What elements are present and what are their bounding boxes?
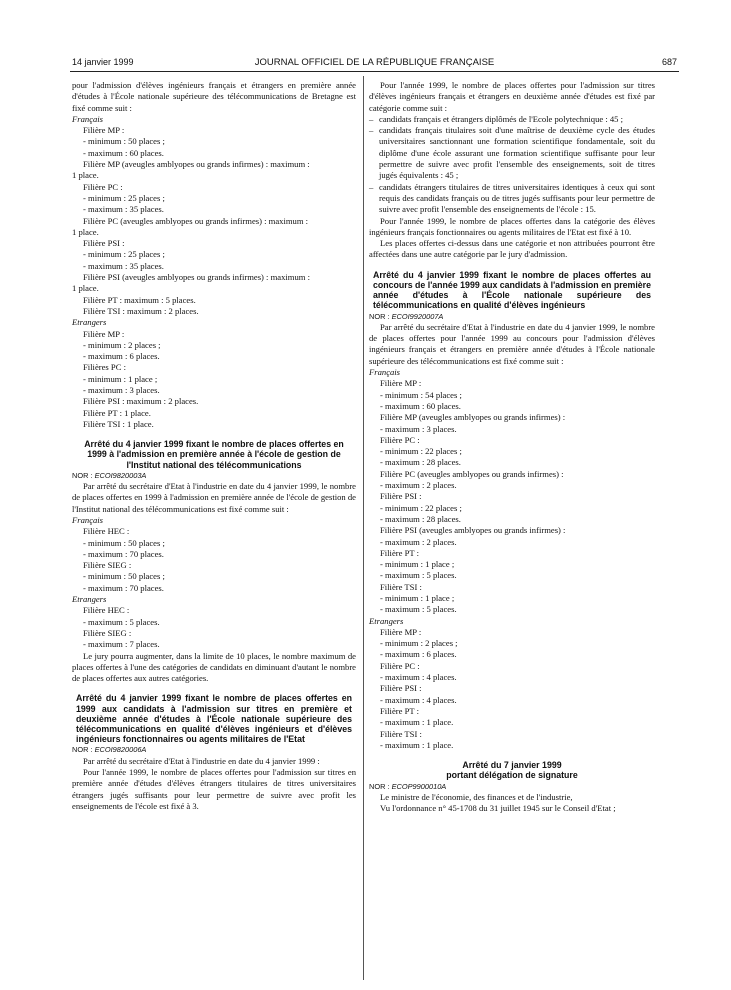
quota-line: - minimum : 50 places ; — [83, 537, 165, 548]
decree-subtitle: portant délégation de signature — [446, 770, 578, 781]
quota-line: - maximum : 70 places. — [83, 548, 164, 559]
decree-title: Arrêté du 4 janvier 1999 fixant le nombre de places offertes en 1999 à l'admission en première année à l'école de gestion de l'Institut national des télécommunications — [84, 439, 344, 470]
list-item: – candidats étrangers titulaires de titres universitaires identiques à ceux qui sont requis des candidats français ou de titres jugés suffisants pour leur permettre de suivre avec profit l'ensemble des enseignements de l'école : 15. — [369, 182, 655, 216]
quota-list-etrangers — [72, 329, 356, 431]
paragraph: Pour l'année 1999, le nombre de places offertes pour l'admission sur titres d'élèves ingénieurs français et étrangers en deuxième année d'études est fixé par catégorie comme suit : — [369, 80, 655, 113]
quota-line: - maximum : 1 place. — [380, 717, 454, 728]
quota-line: - minimum : 25 places ; — [83, 249, 165, 260]
quota-line: - maximum : 70 places. — [83, 582, 164, 593]
paragraph: Vu l'ordonnance n° 45-1708 du 31 juillet 1945 sur le Conseil d'Etat ; — [380, 803, 616, 814]
nor-reference: NOR : ECOI9820003A — [72, 470, 147, 480]
nor-code: ECOI9920007A — [391, 311, 444, 321]
quota-line: Filière PSI (aveugles amblyopes ou grands infirmes) : — [380, 525, 566, 536]
decree-title: Arrêté du 4 janvier 1999 fixant le nombre de places offertes au concours de l'année 1999 aux candidats à l'admission en première année d'études à l'École nationale supérieure des télécommunications en qualité d'élèves ingénieurs — [373, 269, 651, 311]
quota-line: Filière SIEG : — [83, 560, 132, 571]
quota-line: Filière SIEG : — [83, 627, 132, 638]
quota-line: - minimum : 22 places ; — [380, 446, 462, 457]
quota-line: Filière PC : — [83, 181, 123, 192]
quota-line: Filière PSI (aveugles amblyopes ou grands infirmes) : maximum : — [83, 272, 310, 283]
quota-line: - maximum : 35 places. — [83, 260, 164, 271]
decree-title: Arrêté du 4 janvier 1999 fixant le nombre de places offertes en 1999 aux candidats à l'admission sur titres en première et deuxième année d'études à l'École nationale supérieure des télécommunications en qualité d'élèves ingénieurs et d'élèves ingénieurs fonctionnaires ou agents militaires de l'Etat — [76, 693, 352, 745]
section-heading-francais: Français — [369, 367, 401, 378]
quota-list-etrangers — [369, 627, 655, 751]
quota-line: Filière PSI : — [83, 238, 125, 249]
quota-line: - maximum : 6 places. — [83, 351, 160, 362]
quota-line: Filière TSI : — [380, 581, 422, 592]
quota-line: Filière TSI : maximum : 2 places. — [83, 305, 199, 316]
quota-line: - minimum : 1 place ; — [380, 592, 455, 603]
quota-line: - maximum : 28 places. — [380, 457, 461, 468]
page-number: 687 — [661, 57, 677, 67]
section-heading-etrangers: Etrangers — [72, 317, 107, 328]
quota-line: Filière PC (aveugles amblyopes ou grands infirmes) : maximum : — [83, 215, 309, 226]
section-heading-francais: Français — [72, 515, 104, 525]
quota-line: - maximum : 7 places. — [83, 639, 160, 650]
paragraph: Pour l'année 1999, le nombre de places offertes dans la catégorie des élèves ingénieurs français fonctionnaires ou agents militaires de l'Etat est fixé à 10. — [369, 215, 655, 237]
paragraph: pour l'admission d'élèves ingénieurs français et étrangers en première année d'études à l'École nationale supérieure des télécommunications de Bretagne est fixé comme suit : — [72, 80, 356, 113]
quota-line: - minimum : 50 places ; — [83, 571, 165, 582]
nor-reference: NOR : ECOP9900010A — [369, 781, 447, 791]
quota-line: - maximum : 1 place. — [380, 739, 454, 750]
quota-line: 1 place. — [72, 226, 99, 237]
quota-line: Filière HEC : — [83, 605, 130, 616]
quota-list-francais — [369, 378, 655, 615]
quota-list-francais — [72, 125, 356, 317]
quota-line: Filière PT : — [380, 705, 419, 716]
nor-reference: NOR : ECOI9920007A — [369, 311, 444, 321]
quota-list-francais — [72, 526, 356, 594]
quota-line: - minimum : 1 place ; — [380, 559, 455, 570]
quota-line: - maximum : 28 places. — [380, 513, 461, 524]
right-column — [369, 80, 655, 814]
quota-line: - maximum : 5 places. — [380, 604, 457, 615]
quota-line: Filière PT : maximum : 5 places. — [83, 294, 196, 305]
quota-line: - maximum : 3 places. — [83, 385, 160, 396]
quota-line: Filière PC : — [380, 434, 420, 445]
quota-line: Filière PT : 1 place. — [83, 407, 151, 418]
quota-line: Filières PC : — [83, 362, 126, 373]
section-heading-etrangers: Etrangers — [72, 594, 107, 605]
header-rule — [70, 71, 679, 72]
quota-line: 1 place. — [72, 283, 99, 294]
quota-line: - maximum : 2 places. — [380, 536, 457, 547]
quota-line: Filière PC : — [380, 660, 420, 671]
quota-line: - minimum : 50 places ; — [83, 136, 165, 147]
nor-code: ECOI9820003A — [94, 470, 147, 480]
quota-line: - maximum : 4 places. — [380, 672, 457, 683]
quota-line: - minimum : 22 places ; — [380, 502, 462, 513]
quota-line: Filière MP : — [380, 378, 422, 389]
paragraph: Par arrêté du secrétaire d'Etat à l'industrie en date du 4 janvier 1999, le nombre de places offertes en 1999 à l'admission en première année de l'école de gestion de l'Institut national des télécommunications est fixé comme suit : — [72, 481, 356, 514]
quota-line: - minimum : 1 place ; — [83, 373, 158, 384]
quota-line: Filière TSI : — [380, 728, 422, 739]
nor-code: ECOP9900010A — [391, 781, 447, 791]
quota-list-etrangers — [72, 605, 356, 650]
quota-line: - maximum : 60 places. — [380, 400, 461, 411]
quota-line: - maximum : 60 places. — [83, 147, 164, 158]
paragraph: Le ministre de l'économie, des finances et de l'industrie, — [380, 791, 573, 802]
page-header — [72, 57, 677, 71]
quota-line: - maximum : 5 places. — [380, 570, 457, 581]
nor-reference: NOR : ECOI9820006A — [72, 745, 147, 755]
quota-line: - minimum : 25 places ; — [83, 192, 165, 203]
list-item: – candidats français titulaires soit d'une maîtrise de deuxième cycle des études universitaires sanctionnant une formation scientifique fondamentale, soit du diplôme d'une école assurant une formation scientifique suffisante pour leur permettre de suivre avec profit l'ensemble des enseignements, soit de titres jugés équivalents : 45 ; — [369, 125, 655, 181]
category-list — [369, 114, 655, 216]
section-heading-francais: Français — [72, 113, 104, 124]
left-column — [72, 80, 356, 812]
section-heading-etrangers: Etrangers — [369, 615, 404, 626]
list-item: – candidats français et étrangers diplômés de l'Ecole polytechnique : 45 ; — [369, 114, 655, 125]
quota-line: - minimum : 2 places ; — [83, 339, 161, 350]
quota-line: Filière PC (aveugles amblyopes ou grands infirmes) : — [380, 468, 564, 479]
quota-line: - maximum : 35 places. — [83, 204, 164, 215]
nor-code: ECOI9820006A — [94, 745, 147, 755]
quota-line: - minimum : 2 places ; — [380, 638, 458, 649]
quota-line: Filière MP : — [380, 626, 422, 637]
paragraph: Le jury pourra augmenter, dans la limite de 10 places, le nombre maximum de places offertes à l'une des catégories de candidats en diminuant d'autant le nombre de places offertes aux autres catégories. — [72, 650, 356, 684]
paragraph: Les places offertes ci-dessus dans une catégorie et non attribuées pourront être affectées dans une autre catégorie par le jury d'admission. — [369, 238, 655, 260]
quota-line: Filière PSI : — [380, 683, 422, 694]
quota-line: Filière MP : — [83, 328, 125, 339]
quota-line: Filière TSI : 1 place. — [83, 418, 154, 429]
issue-date: 14 janvier 1999 — [72, 57, 134, 67]
paragraph: Par arrêté du secrétaire d'Etat à l'industrie en date du 4 janvier 1999, le nombre de places offertes pour l'année 1999 au concours pour l'admission d'élèves ingénieurs français et étrangers en première année d'études à l'École nationale supérieure des télécommunications est fixé comme suit : — [369, 321, 655, 366]
paragraph: Par arrêté du secrétaire d'Etat à l'industrie en date du 4 janvier 1999 : — [83, 755, 320, 766]
quota-line: - maximum : 4 places. — [380, 694, 457, 705]
journal-title: JOURNAL OFFICIEL DE LA RÉPUBLIQUE FRANÇAISE — [254, 57, 495, 68]
decree-title: Arrêté du 7 janvier 1999 — [462, 760, 562, 771]
quota-line: Filière MP : — [83, 125, 125, 136]
quota-line: - minimum : 54 places ; — [380, 389, 462, 400]
quota-line: Filière HEC : — [83, 526, 130, 537]
quota-line: Filière MP (aveugles amblyopes ou grands infirmes) : — [380, 412, 566, 423]
column-divider — [363, 76, 364, 980]
quota-line: Filière MP (aveugles amblyopes ou grands infirmes) : maximum : — [83, 159, 310, 170]
quota-line: - maximum : 3 places. — [380, 423, 457, 434]
quota-line: - maximum : 2 places. — [380, 480, 457, 491]
quota-line: - maximum : 6 places. — [380, 649, 457, 660]
quota-line: Filière PSI : maximum : 2 places. — [83, 396, 199, 407]
quota-line: Filière PSI : — [380, 491, 422, 502]
paragraph: Pour l'année 1999, le nombre de places offertes pour l'admission sur titres en première année d'études d'élèves étrangers titulaires de titres universitaires étrangers jugés suffisants pour leur permettre de suivre avec profit les enseignements de l'école est fixé à 3. — [72, 767, 356, 811]
quota-line: Filière PT : — [380, 547, 419, 558]
quota-line: - maximum : 5 places. — [83, 616, 160, 627]
quota-line: 1 place. — [72, 170, 99, 181]
